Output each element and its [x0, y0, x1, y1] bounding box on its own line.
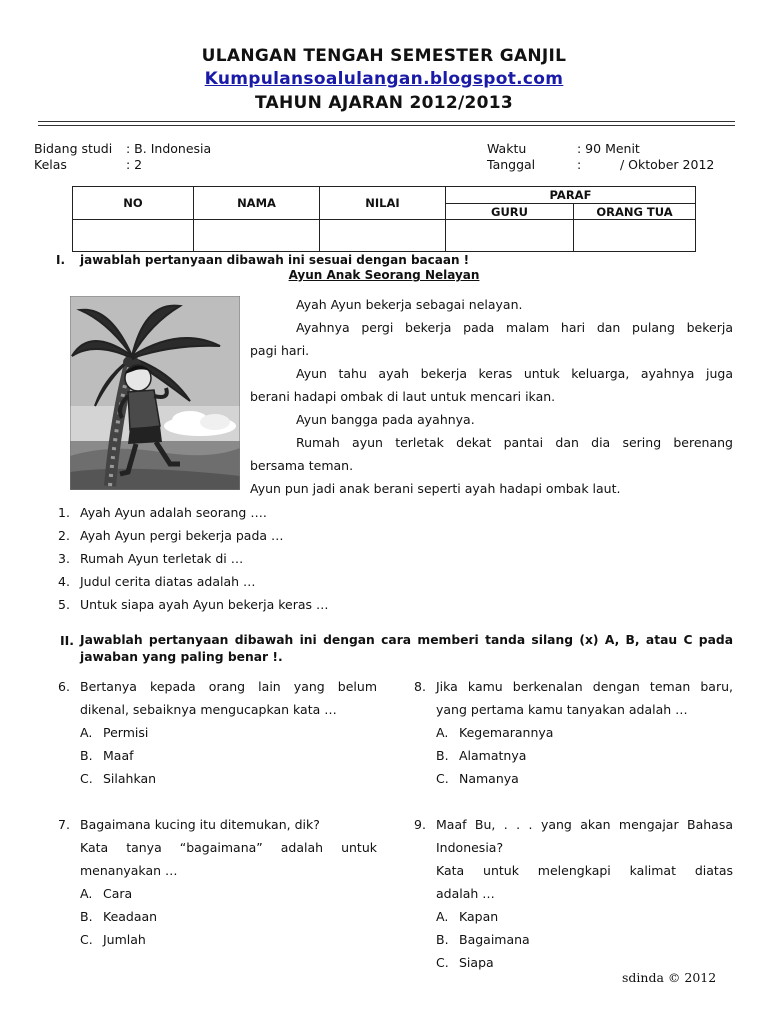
q6-opt-c[interactable]: Silahkan: [103, 771, 157, 786]
q5-text: Untuk siapa ayah Ayun bekerja keras …: [80, 597, 329, 612]
story-p2a: Ayahnya pergi bekerja pada malam hari dan pulang bekerja: [296, 320, 733, 335]
time-value: : 90 Menit: [577, 141, 640, 156]
cell-guru[interactable]: [446, 220, 574, 252]
q7-line3: menanyakan …: [80, 863, 178, 878]
q9-line2: Indonesia?: [436, 840, 504, 855]
blog-link[interactable]: Kumpulansoalulangan.blogspot.com: [204, 69, 564, 89]
q1-text: Ayah Ayun adalah seorang ….: [80, 505, 267, 520]
story-p5a: Rumah ayun terletak dekat pantai dan dia sering berenang: [296, 435, 733, 450]
time-label: Waktu: [487, 141, 527, 156]
q2-text: Ayah Ayun pergi bekerja pada …: [80, 528, 284, 543]
q7-line2: Kata tanya “bagaimana” adalah untuk: [80, 840, 377, 855]
col-nilai: NILAI: [320, 187, 446, 220]
boy-palm-tree-illustration: [70, 296, 240, 490]
story-p3b: berani hadapi ombak di laut untuk mencari ikan.: [250, 389, 556, 404]
q7-opt-b[interactable]: Keadaan: [103, 909, 158, 924]
q9-number: 9.: [414, 817, 426, 832]
q3-text: Rumah Ayun terletak di …: [80, 551, 244, 566]
q8-opt-c-label[interactable]: C.: [436, 771, 449, 786]
q9-opt-a[interactable]: Kapan: [459, 909, 499, 924]
q8-opt-a-label[interactable]: A.: [436, 725, 449, 740]
date-colon: :: [577, 157, 582, 172]
q8-opt-b[interactable]: Alamatnya: [459, 748, 527, 763]
section2-instruction-line1: Jawablah pertanyaan dibawah ini dengan cara memberi tanda silang (x) A, B, atau C pada: [80, 633, 733, 647]
cell-nama[interactable]: [194, 220, 320, 252]
class-label: Kelas: [34, 157, 67, 172]
story-title: Ayun Anak Seorang Nelayan: [288, 268, 480, 282]
q9-line4: adalah …: [436, 886, 495, 901]
q8-line2: yang pertama kamu tanyakan adalah …: [436, 702, 688, 717]
story-p6: Ayun pun jadi anak berani seperti ayah hadapi ombak laut.: [250, 481, 621, 496]
class-value: : 2: [126, 157, 143, 172]
q9-opt-c-label[interactable]: C.: [436, 955, 449, 970]
q9-opt-b-label[interactable]: B.: [436, 932, 449, 947]
q9-line3: Kata untuk melengkapi kalimat diatas: [436, 863, 733, 878]
story-p1: Ayah Ayun bekerja sebagai nelayan.: [296, 297, 523, 312]
q2-number: 2.: [58, 528, 70, 543]
subject-label: Bidang studi: [34, 141, 113, 156]
grade-table: [72, 186, 696, 252]
col-paraf: PARAF: [446, 187, 696, 204]
q7-opt-c[interactable]: Jumlah: [103, 932, 146, 947]
header-divider-thin: [38, 125, 735, 126]
q5-number: 5.: [58, 597, 70, 612]
q8-opt-c[interactable]: Namanya: [459, 771, 519, 786]
q6-line1: Bertanya kepada orang lain yang belum: [80, 679, 377, 694]
q6-opt-a-label[interactable]: A.: [80, 725, 93, 740]
section1-instruction: jawablah pertanyaan dibawah ini sesuai dengan bacaan !: [80, 253, 470, 267]
footer-copyright: sdinda © 2012: [622, 970, 717, 985]
exam-title: ULANGAN TENGAH SEMESTER GANJIL: [201, 46, 567, 66]
q6-opt-b[interactable]: Maaf: [103, 748, 134, 763]
date-value: / Oktober 2012: [620, 157, 715, 172]
story-title-wrapper: [0, 268, 768, 282]
q6-line2: dikenal, sebaiknya mengucapkan kata …: [80, 702, 337, 717]
q4-text: Judul cerita diatas adalah …: [80, 574, 256, 589]
q9-opt-b[interactable]: Bagaimana: [459, 932, 530, 947]
story-p2b: pagi hari.: [250, 343, 310, 358]
q6-opt-c-label[interactable]: C.: [80, 771, 93, 786]
q7-opt-c-label[interactable]: C.: [80, 932, 93, 947]
q3-number: 3.: [58, 551, 70, 566]
q6-number: 6.: [58, 679, 70, 694]
q9-line1: Maaf Bu, . . . yang akan mengajar Bahasa: [436, 817, 733, 832]
story-p3a: Ayun tahu ayah bekerja keras untuk keluarga, ayahnya juga: [296, 366, 733, 381]
school-year: TAHUN AJARAN 2012/2013: [254, 93, 514, 113]
col-orang-tua: ORANG TUA: [574, 204, 696, 220]
q7-line1: Bagaimana kucing itu ditemukan, dik?: [80, 817, 320, 832]
section2-number: II.: [60, 633, 75, 648]
q8-opt-a[interactable]: Kegemarannya: [459, 725, 554, 740]
cell-orang-tua[interactable]: [574, 220, 696, 252]
story-p5b: bersama teman.: [250, 458, 354, 473]
blog-link-wrapper: [0, 69, 768, 89]
q9-opt-c[interactable]: Siapa: [459, 955, 494, 970]
col-guru: GURU: [446, 204, 574, 220]
q7-opt-a[interactable]: Cara: [103, 886, 133, 901]
q1-number: 1.: [58, 505, 70, 520]
story-illustration: [70, 296, 240, 490]
q8-line1: Jika kamu berkenalan dengan teman baru,: [436, 679, 733, 694]
q9-opt-a-label[interactable]: A.: [436, 909, 449, 924]
col-no: NO: [73, 187, 194, 220]
q7-number: 7.: [58, 817, 70, 832]
q6-opt-a[interactable]: Permisi: [103, 725, 149, 740]
subject-value: : B. Indonesia: [126, 141, 212, 156]
cell-no[interactable]: [73, 220, 194, 252]
q7-opt-a-label[interactable]: A.: [80, 886, 93, 901]
q8-number: 8.: [414, 679, 426, 694]
q8-opt-b-label[interactable]: B.: [436, 748, 449, 763]
q4-number: 4.: [58, 574, 70, 589]
story-p4: Ayun bangga pada ayahnya.: [296, 412, 475, 427]
cell-nilai[interactable]: [320, 220, 446, 252]
q7-opt-b-label[interactable]: B.: [80, 909, 93, 924]
header-divider: [38, 121, 735, 122]
col-nama: NAMA: [194, 187, 320, 220]
section2-instruction-line2: jawaban yang paling benar !.: [80, 650, 283, 664]
date-label: Tanggal: [487, 157, 536, 172]
q6-opt-b-label[interactable]: B.: [80, 748, 93, 763]
section1-number: I.: [56, 253, 66, 267]
